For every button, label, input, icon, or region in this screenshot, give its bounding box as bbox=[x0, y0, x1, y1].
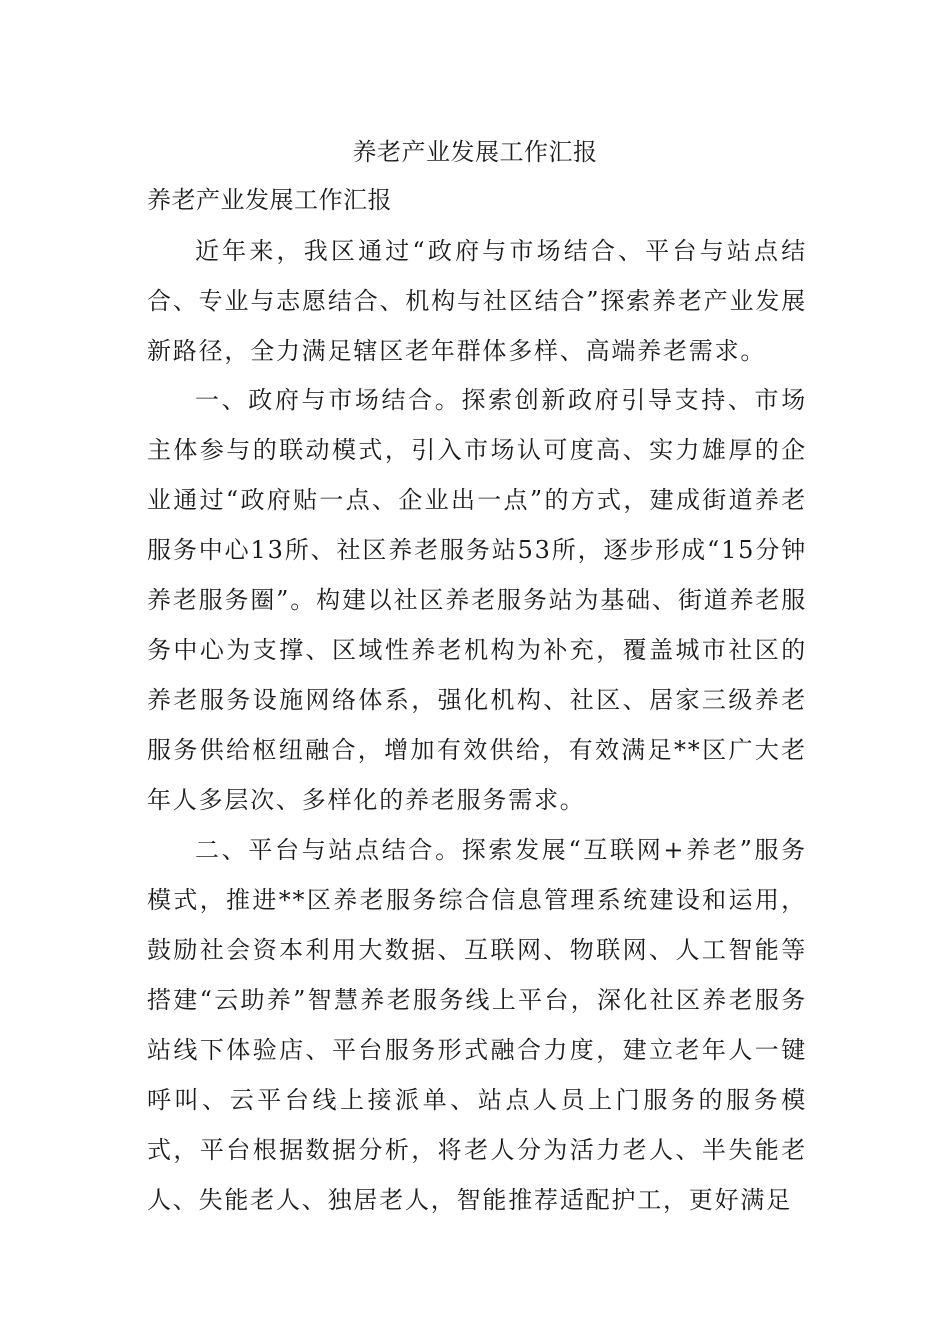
paragraph-section-two: 二、平台与站点结合。探索发展“互联网+养老”服务模式，推进**区养老服务综合信息管理系统建设和运用，鼓励社会资本利用大数据、互联网、物联网、人工智能等搭建“云助养”智慧养老服务线上平台，深化社区养老服务站线下体验店、平台服务形式融合力度，建立老年人一键呼叫、云平台线上接派单、站点人员上门服务的服务模式，平台根据数据分析，将老人分为活力老人、半失能老人、失能老人、独居老人，智能推荐适配护工，更好满足 bbox=[147, 836, 807, 1214]
document-subtitle: 养老产业发展工作汇报 bbox=[147, 186, 392, 214]
document-title: 养老产业发展工作汇报 bbox=[352, 138, 598, 166]
paragraph-intro: 近年来，我区通过“政府与市场结合、平台与站点结合、专业与志愿结合、机构与社区结合”探索养老产业发展新路径，全力满足辖区老年群体多样、高端养老需求。 bbox=[147, 237, 807, 365]
paragraph-section-one: 一、政府与市场结合。探索创新政府引导支持、市场主体参与的联动模式，引入市场认可度高、实力雄厚的企业通过“政府贴一点、企业出一点”的方式，建成街道养老服务中心13所、社区养老服务站53所，逐步形成“15分钟养老服务圈”。构建以社区养老服务站为基础、街道养老服务中心为支撑、区域性养老机构为补充，覆盖城市社区的养老服务设施网络体系，强化机构、社区、居家三级养老服务供给枢纽融合，增加有效供给，有效满足**区广大老年人多层次、多样化的养老服务需求。 bbox=[147, 386, 807, 814]
